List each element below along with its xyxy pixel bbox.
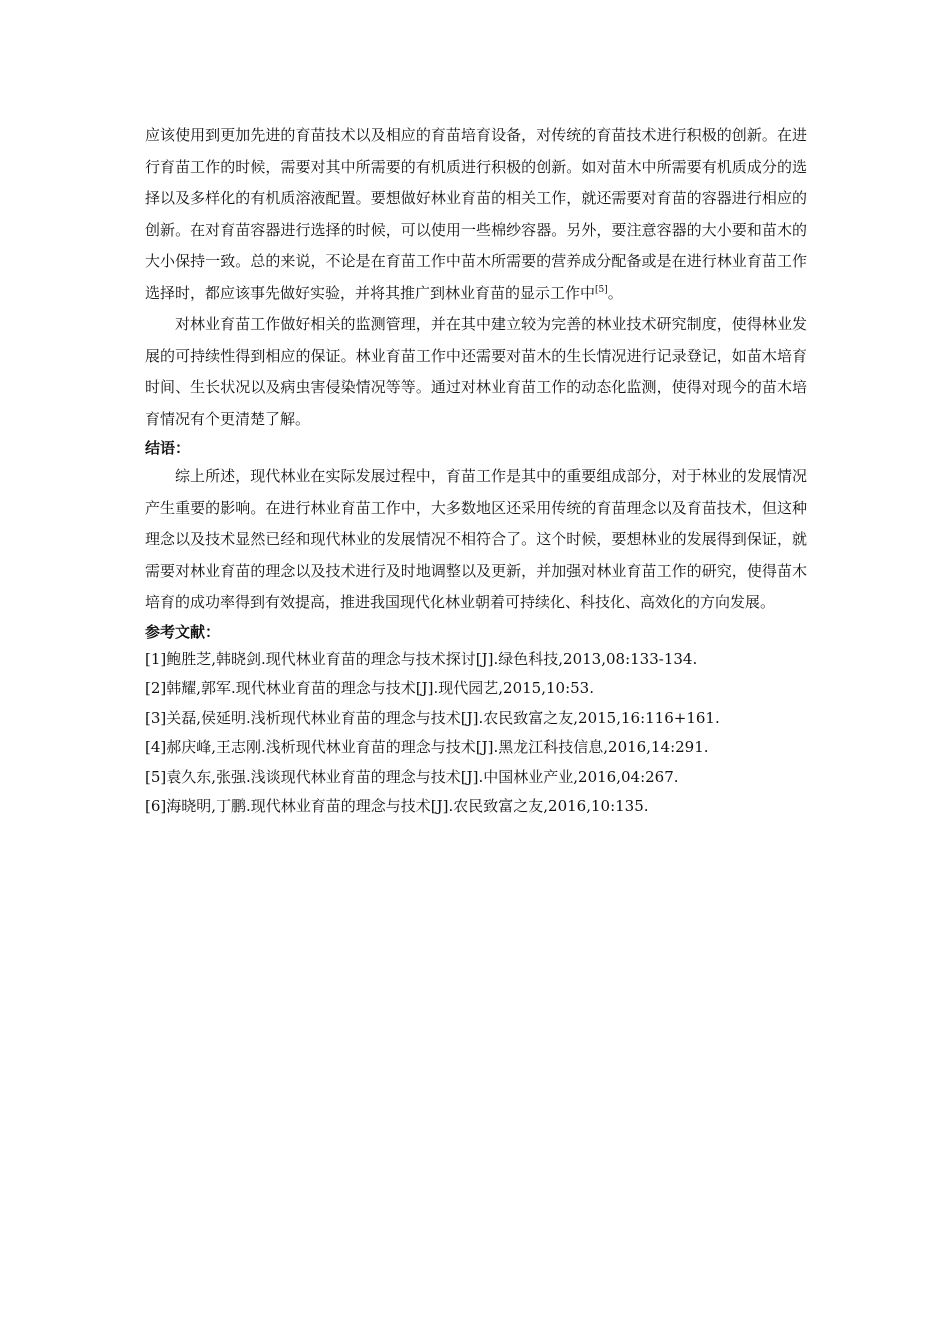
document-page (145, 120, 807, 822)
body-paragraph-2: 对林业育苗工作做好相关的监测管理，并在其中建立较为完善的林业技术研究制度，使得林业发展的可持续性得到相应的保证。林业育苗工作中还需要对苗木的生长情况进行记录登记，如苗木培育时间、生长状况以及病虫害侵染情况等等。通过对林业育苗工作的动态化监测，使得对现今的苗木培育情况有个更清楚了解。 (145, 315, 807, 428)
conclusion-heading: 结语： (145, 439, 191, 457)
reference-item-4: [4]郝庆峰,王志刚.浅析现代林业育苗的理念与技术[J].黑龙江科技信息,2016,14:291. (145, 738, 709, 756)
body-paragraph-1 (145, 120, 807, 309)
body-paragraph-1-text: 应该使用到更加先进的育苗技术以及相应的育苗培育设备，对传统的育苗技术进行积极的创新。在进行育苗工作的时候，需要对其中所需要的有机质进行积极的创新。如对苗木中所需要有机质成分的选择以及多样化的有机质溶液配置。要想做好林业育苗的相关工作，就还需要对育苗的容器进行相应的创新。在对育苗容器进行选择的时候，可以使用一些棉纱容器。另外，要注意容器的大小要和苗木的大小保持一致。总的来说，不论是在育苗工作中苗木所需要的营养成分配备或是在进行林业育苗工作选择时，都应该事先做好实验，并将其推广到林业育苗的显示工作中 (145, 126, 807, 302)
references-heading: 参考文献： (145, 622, 221, 641)
conclusion-paragraph: 综上所述，现代林业在实际发展过程中，育苗工作是其中的重要组成部分，对于林业的发展情况产生重要的影响。在进行林业育苗工作中，大多数地区还采用传统的育苗理念以及育苗技术，但这种理念以及技术显然已经和现代林业的发展情况不相符合了。这个时候，要想林业的发展得到保证，就需要对林业育苗的理念以及技术进行及时地调整以及更新，并加强对林业育苗工作的研究，使得苗木培育的成功率得到有效提高，推进我国现代化林业朝着可持续化、科技化、高效化的方向发展。 (145, 467, 807, 611)
reference-item-3: [3]关磊,侯延明.浅析现代林业育苗的理念与技术[J].农民致富之友,2015,16:116+161. (145, 708, 720, 727)
reference-item-2: [2]韩耀,郭军.现代林业育苗的理念与技术[J].现代园艺,2015,10:53. (145, 679, 594, 697)
citation-mark: [5] (595, 284, 608, 295)
body-paragraph-1-end: 。 (607, 283, 623, 302)
reference-item-1: [1]鲍胜芝,韩晓剑.现代林业育苗的理念与技术探讨[J].绿色科技,2013,08:133-134. (145, 649, 698, 668)
reference-item-6: [6]海晓明,丁鹏.现代林业育苗的理念与技术[J].农民致富之友,2016,10:135. (145, 797, 649, 815)
reference-item-5: [5]袁久东,张强.浅谈现代林业育苗的理念与技术[J].中国林业产业,2016,04:267. (145, 767, 679, 786)
reference-list (145, 645, 807, 822)
